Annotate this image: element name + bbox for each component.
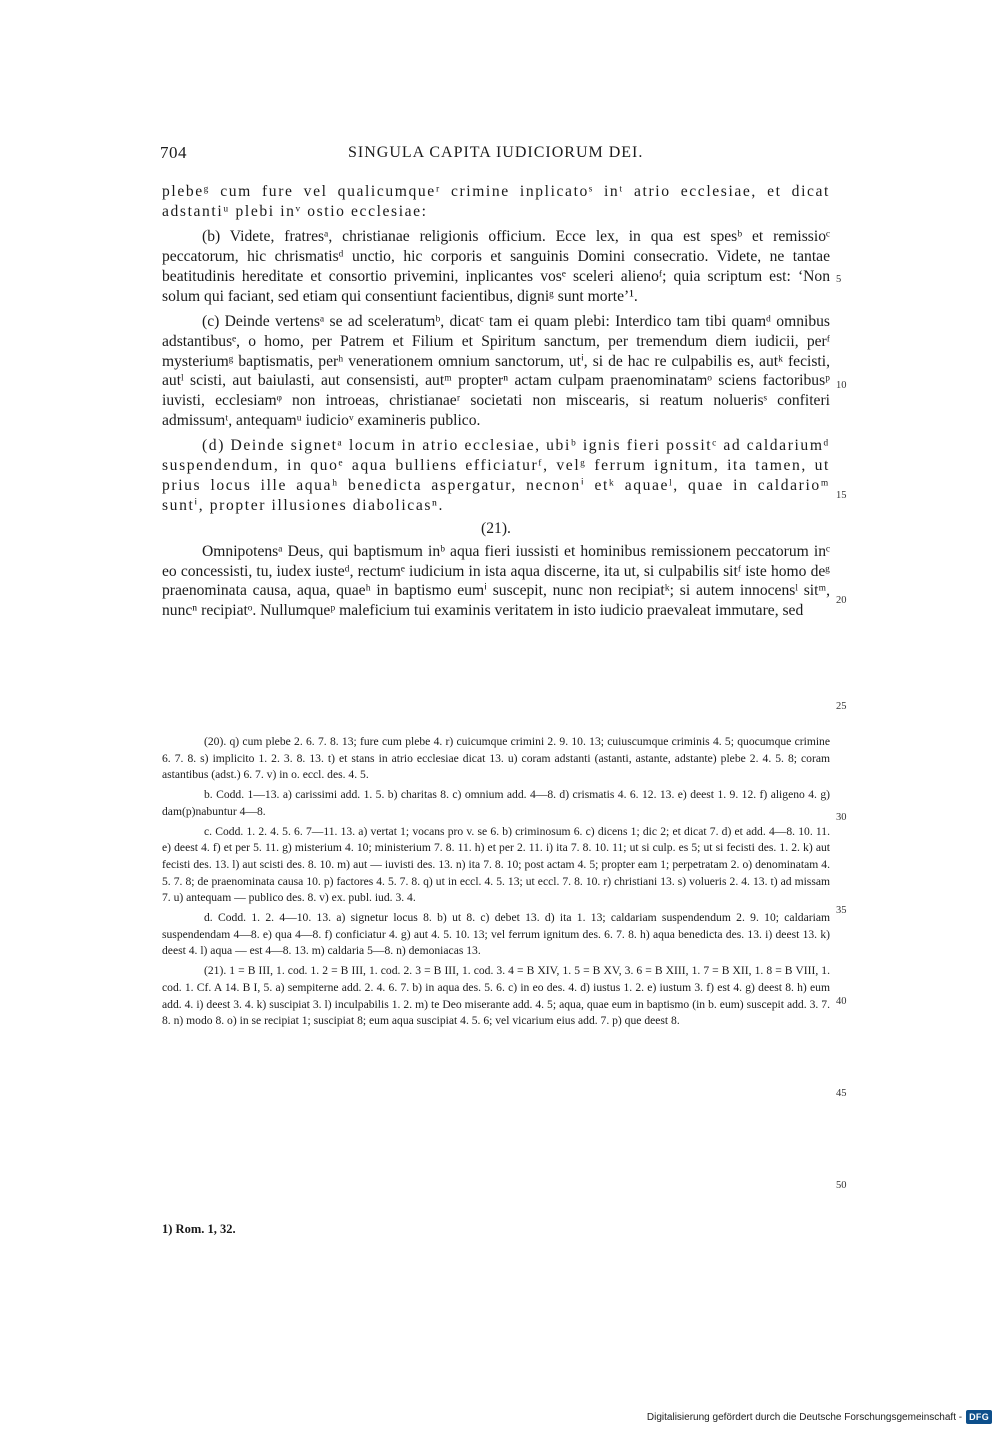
line-number: 10 [836, 380, 847, 391]
line-number: 25 [836, 701, 847, 712]
running-title: SINGULA CAPITA IUDICIORUM DEI. [348, 144, 644, 161]
note-block-21: (21). 1 = B III, 1. cod. 1. 2 = B III, 1. cod. 2. 3 = B III, 1. cod. 3. 4 = B XIV, 1. 5 = B XV, 3. 6 = B XIII, 1. 7 = B XII, 1. 8 = B VIII, 1. cod. 1. Cf. A 14. B I, 5. a) sempiterne add. 2. 4. 6. 7. b) in aqua des. 5. 6. c) in eo des. 4. d) iustus 1. 2. e) iustum 3. f) est 4. g) deest 8. h) eum add. 4. i) deest 3. 4. k) suscipiat 3. l) inculpabilis 1. 2. m) te Deo miserante add. 4. 5; aqua, quae eum in baptismo (in b. eum) suscepit add. 3. 7. 8. n) modo 8. o) in se recipiat 1; suscipiat 8; eum aqua suscipiat 4. 5. 6; vel vicarium eius add. 7. p) que deest 8. [162, 964, 830, 1028]
page-header [160, 143, 830, 167]
note-block-20: (20). q) cum plebe 2. 6. 7. 8. 13; fure cum plebe 4. r) cuicumque crimini 2. 9. 10. 13; cuiuscumque criminis 4. 5; quocumque crimine 6. 7. 8. s) implicito 1. 2. 3. 8. 13. t) et stans in atrio ecclesiae dicat 13. u) coram adstanti (astanti, astante, adstante) plebe 2. 4. 5. 8; coram astantibus (adst.) 6. 7. v) in o. eccl. des. 4. 5. [162, 735, 830, 782]
digitization-credit [647, 1408, 992, 1426]
main-text [162, 182, 830, 621]
credit-text: Digitalisierung gefördert durch die Deutsche Forschungsgemeinschaft - [646, 1411, 963, 1423]
line-number: 35 [836, 905, 847, 916]
note-block-d: d. Codd. 1. 2. 4—10. 13. a) signetur locus 8. b) ut 8. c) debet 13. d) ita 1. 13; caldariam suspendendum 2. 9. 10; caldariam suspendendam 4—8. e) qua 4—8. f) conficiatur 4. g) aut 4. 5. 10. 13; vel ferrum ignitum des. 6. 7. 8. h) aqua benedicta des. 13. i) deest 13. k) deest 4. l) aqua — est 4—8. 13. m) caldaria 5—8. n) demoniacas 13. [162, 911, 830, 958]
line-number: 15 [836, 490, 847, 501]
paragraph-d: (d) Deinde signetᵃ locum in atrio ecclesiae, ubiᵇ ignis fieri possitᶜ ad caldariumᵈ suspendendum, in quoᵉ aqua bulliens efficiaturᶠ, velᵍ ferrum ignitum, ita tamen, ut prius locus ille aquaʰ benedicta aspergatur, necnonⁱ etᵏ aquaeˡ, quae in caldarioᵐ suntⁱ, propter illusiones diabolicasⁿ. [162, 437, 830, 514]
section-heading: (21). [481, 520, 511, 538]
note-block-c: c. Codd. 1. 2. 4. 5. 6. 7—11. 13. a) vertat 1; vocans pro v. se 6. b) criminosum 6. c) dicens 1; dic 2; et dicat 7. d) et add. 4—8. 10. 11. e) deest 4. f) et per 5. 11. g) misterium 4. 10; ministerium 7. 8. 11. h) et per 2. 11. i) ita 7. 8. 10. 11; ut si culp. es 5; ut si fecisti des. 1. 2. k) aut fecisti des. 13. l) aut scisti des. 8. 10. m) aut — iuvisti des. 13. n) ita 7. 8. 10; post actam 4. 5; propter eam 1; perpetratam 2. o) denominatam 4. 5. 7. 8; de praenominata causa 10. p) factores 4. 5. 7. 8. q) ut in eccl. 4. 5. 13; ut eccl. 7. 8. 10. r) christiani 13. s) volueris 2. 4. 13. t) ad missam 7. u) antequam — publico des. 8. v) ex. publ. iud. 3. 4. [162, 824, 830, 905]
line-number: 5 [836, 274, 842, 285]
paragraph-prayer: Omnipotensᵃ Deus, qui baptismum inᵇ aqua fieri iussisti et hominibus remissionem peccatorum inᶜ eo concessisti, tu, iudex iusteᵈ, rectumᵉ iudicium in ista aqua discerne, ita ut, si culpabilis sitᶠ iste homo deᵍ praenominata causa, aqua, quaeʰ in baptismo eumⁱ suscepit, nunc non recipiatᵏ; si autem innocensˡ sitᵐ, nuncⁿ recipiatᵒ. Nullumqueᵖ maleficium tui examinis veritatem in isto iudicio praevaleat immutare, sed [162, 542, 830, 620]
footnote: 1) Rom. 1, 32. [162, 1222, 236, 1236]
line-number: 30 [836, 812, 847, 823]
line-number: 45 [836, 1088, 847, 1099]
paragraph-c: (c) Deinde vertensᵃ se ad sceleratumᵇ, dicatᶜ tam ei quam plebi: Interdico tam tibi quamᵈ omnibus adstantibusᵉ, o homo, per Patrem et Filium et Spiritum sanctum, per tremendum diem iudicii, perᶠ mysteriumᵍ baptismatis, perʰ venerationem omnium sanctorum, utⁱ, si de hac re culpabilis es, autᵏ fecisti, autˡ scisti, aut baiulasti, aut consensisti, autᵐ propterⁿ actam culpam praenominatamᵒ sciens factoribusᵖ iuvisti, ecclesiamᵠ non introeas, christianaeʳ societati non miscearis, si reatum noluerisˢ confiteri admissumᵗ, antequamᵘ iudicioᵛ examineris publico. [162, 313, 830, 429]
line-number: 50 [836, 1180, 847, 1191]
note-block-b: b. Codd. 1—13. a) carissimi add. 1. 5. b) charitas 8. c) omnium add. 4—8. d) crismatis 4. 6. 12. 13. e) deest 1. 9. 12. f) aligeno 4. g) dam(p)nabuntur 4—8. [162, 788, 830, 818]
paragraph-intro: plebeᵍ cum fure vel qualicumqueʳ crimine inplicatoˢ inᵗ atrio ecclesiae, et dicat adstantiᵘ plebi inᵛ ostio ecclesiae: [162, 183, 830, 220]
dfg-logo: DFG [966, 1410, 992, 1424]
line-number: 20 [836, 595, 847, 606]
line-number: 40 [836, 996, 847, 1007]
paragraph-b: (b) Videte, fratresᵃ, christianae religionis officium. Ecce lex, in qua est spesᵇ et remissioᶜ peccatorum, hic chrismatisᵈ unctio, hic corporis et sanguinis Domini consecratio. Videte, ne tantae beatitudinis hereditate et consortio privemini, inplicantes vosᵉ sceleri alienoᶠ; quia scriptum est: ‘Non solum qui faciant, sed etiam qui consentiunt facientibus, digniᵍ sunt morte’¹. [162, 228, 830, 305]
page-number: 704 [160, 143, 187, 162]
critical-apparatus [162, 734, 830, 1030]
